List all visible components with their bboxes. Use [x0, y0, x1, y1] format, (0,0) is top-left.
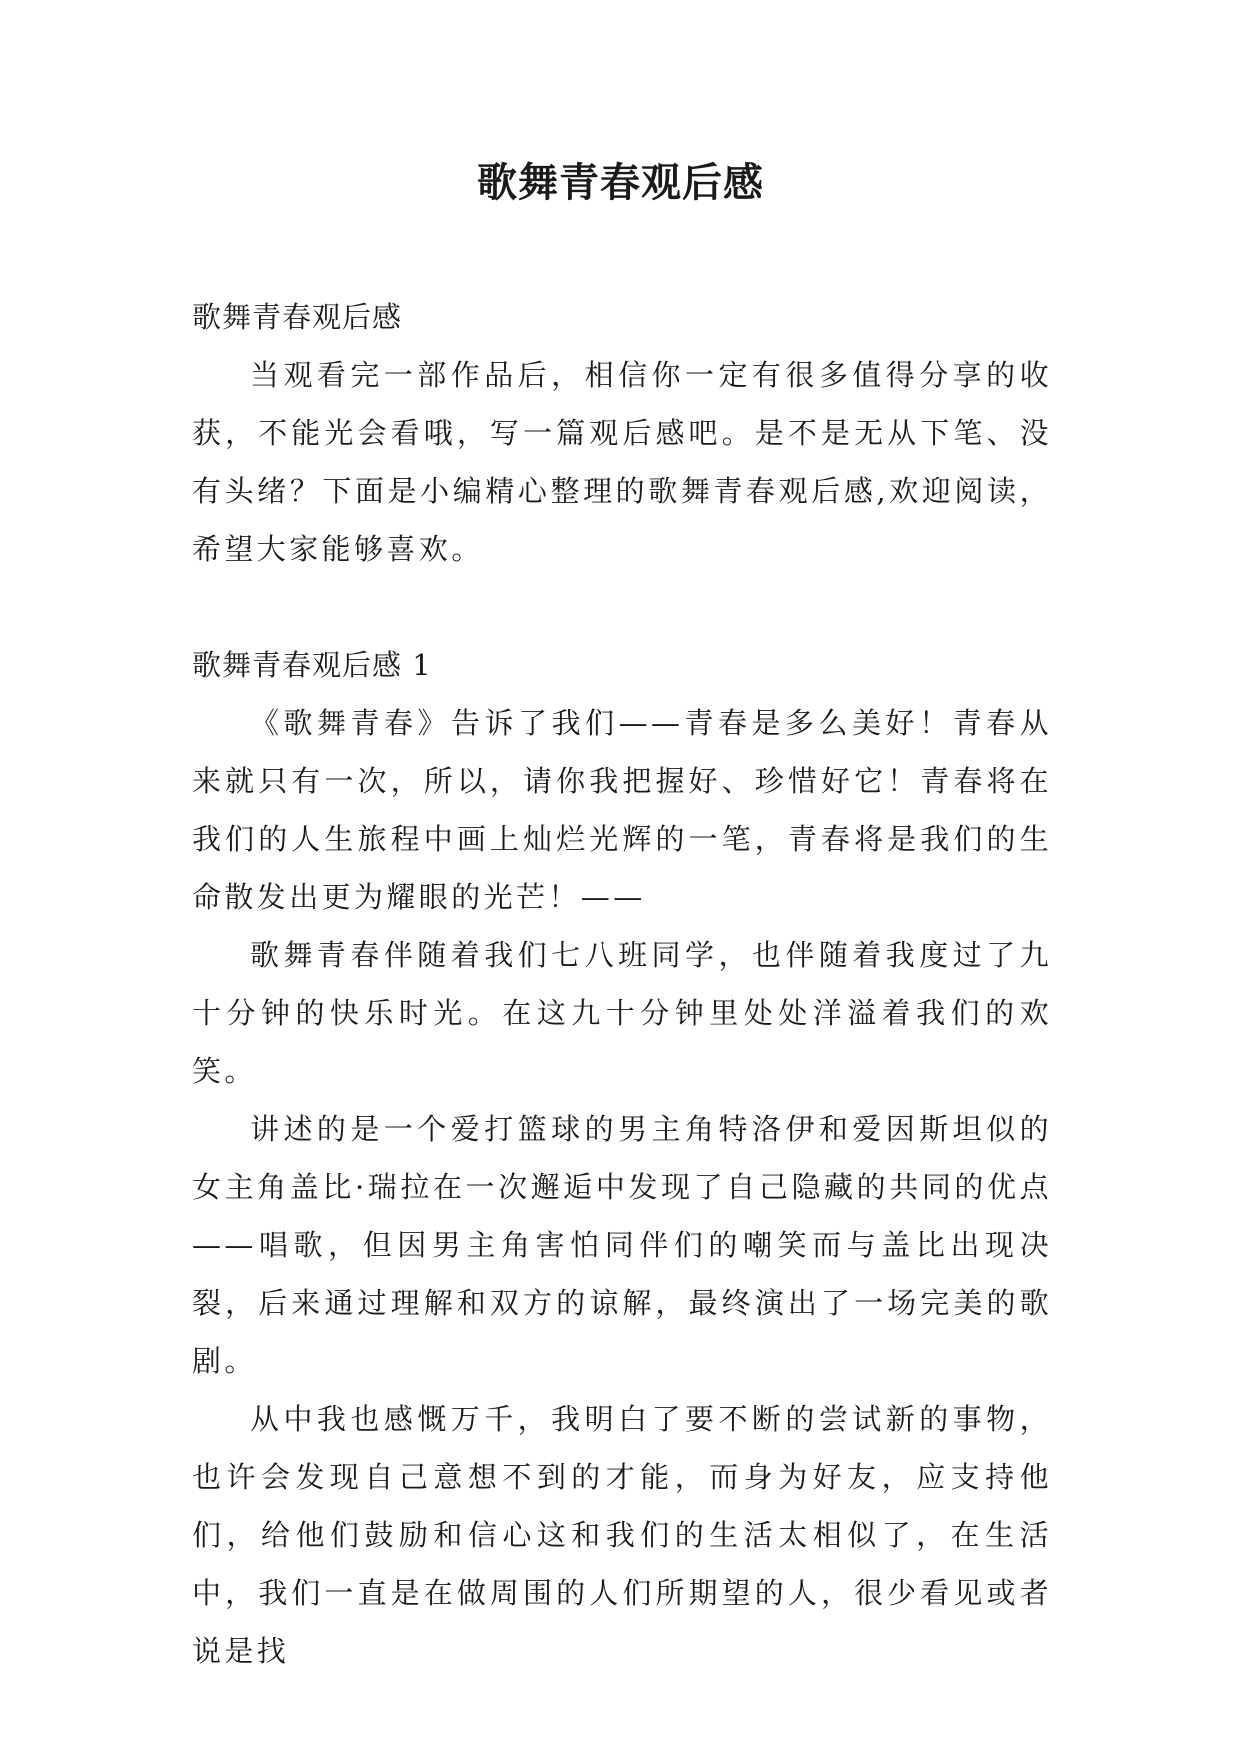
body-paragraph: 《歌舞青春》告诉了我们——青春是多么美好！青春从来就只有一次，所以，请你我把握好、珍惜好它！青春将在我们的人生旅程中画上灿烂光辉的一笔，青春将是我们的生命散发出更为耀眼的光芒！——: [192, 706, 1052, 914]
document-body: [192, 288, 1052, 1680]
body-paragraph: 讲述的是一个爱打篮球的男主角特洛伊和爱因斯坦似的女主角盖比·瑞拉在一次邂逅中发现了自己隐藏的共同的优点——唱歌，但因男主角害怕同伴们的嘲笑而与盖比出现决裂，后来通过理解和双方的谅解，最终演出了一场完美的歌剧。: [192, 1112, 1052, 1378]
section-heading-1: 歌舞青春观后感 1: [192, 648, 432, 682]
intro-heading: 歌舞青春观后感: [192, 300, 403, 334]
body-paragraph: 歌舞青春伴随着我们七八班同学，也伴随着我度过了九十分钟的快乐时光。在这九十分钟里处处洋溢着我们的欢笑。: [192, 938, 1052, 1088]
body-paragraph: 从中我也感慨万千，我明白了要不断的尝试新的事物，也许会发现自己意想不到的才能，而身为好友，应支持他们，给他们鼓励和信心这和我们的生活太相似了，在生活中，我们一直是在做周围的人们所期望的人，很少看见或者说是找: [192, 1402, 1052, 1668]
document-title: 歌舞青春观后感: [477, 159, 764, 206]
intro-paragraph: 当观看完一部作品后，相信你一定有很多值得分享的收获，不能光会看哦，写一篇观后感吧。是不是无从下笔、没有头绪？下面是小编精心整理的歌舞青春观后感,欢迎阅读，希望大家能够喜欢。: [192, 358, 1052, 566]
section-spacer: [192, 578, 1052, 636]
